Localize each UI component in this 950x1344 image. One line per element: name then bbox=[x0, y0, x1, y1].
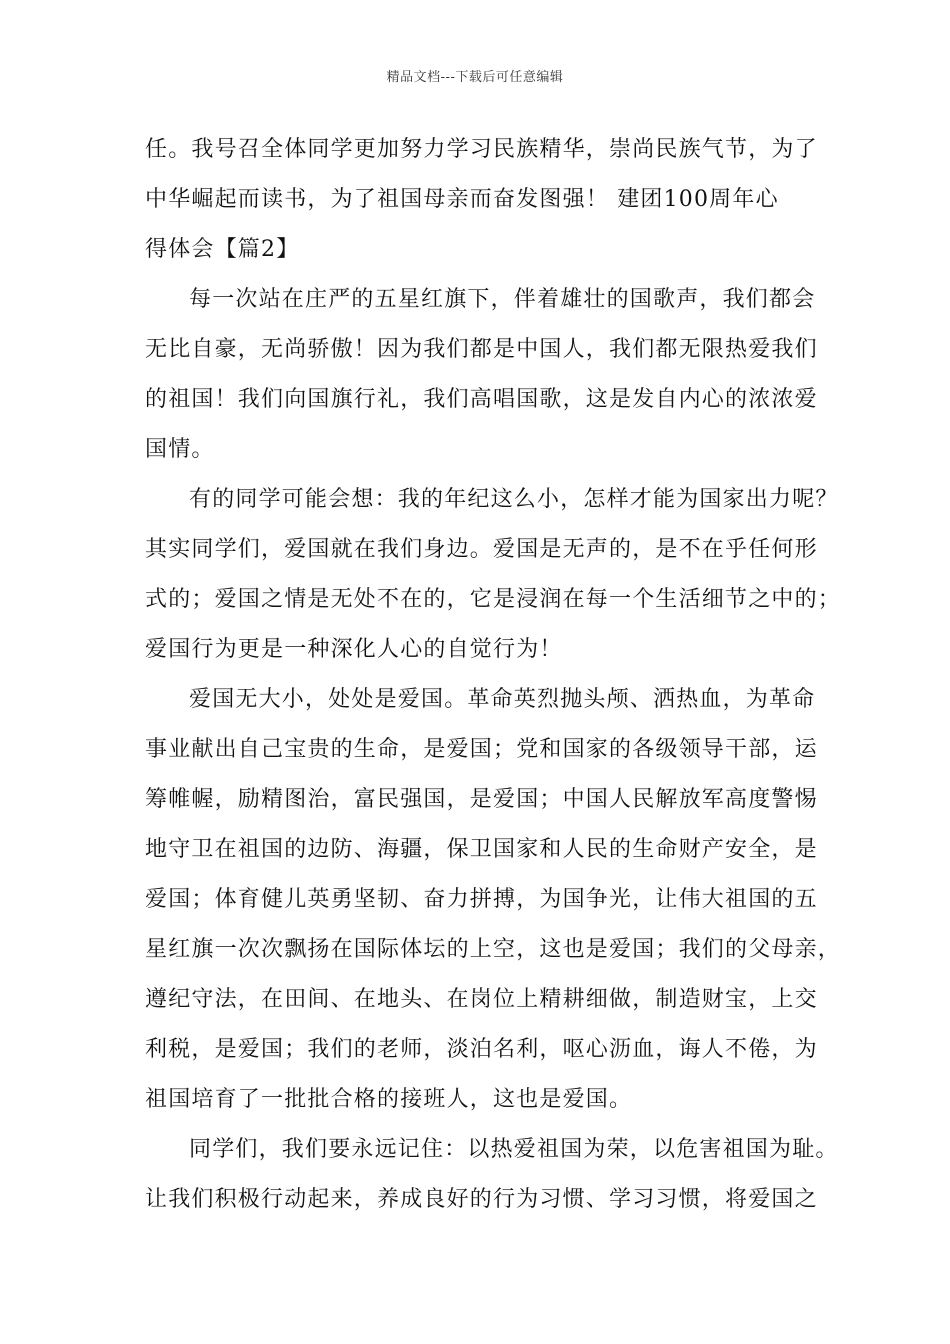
text-line: 事业献出自己宝贵的生命，是爱国；党和国家的各级领导干部，运 bbox=[145, 737, 818, 762]
text-line: 筹帷幄，励精图治，富民强国，是爱国；中国人民解放军高度警惕 bbox=[145, 787, 818, 812]
text-line: 爱国行为更是一种深化人心的自觉行为！ bbox=[145, 637, 563, 662]
paragraph-first-line: 爱国无大小，处处是爱国。革命英烈抛头颅、洒热血，为革命 bbox=[189, 687, 816, 712]
paragraph-first-line: 同学们，我们要永远记住：以热爱祖国为荣，以危害祖国为耻。 bbox=[189, 1137, 839, 1162]
paragraph-first-line: 有的同学可能会想：我的年纪这么小，怎样才能为国家出力呢？ bbox=[189, 487, 839, 512]
page-header: 精品文档---下载后可任意编辑 bbox=[386, 70, 564, 85]
text-line: 利税，是爱国；我们的老师，淡泊名利，呕心沥血，诲人不倦，为 bbox=[145, 1037, 818, 1062]
text-line: 国情。 bbox=[145, 437, 215, 462]
text-line: 爱国；体育健儿英勇坚韧、奋力拼搏，为国争光，让伟大祖国的五 bbox=[145, 887, 818, 912]
text-line: 式的；爱国之情是无处不在的，它是浸润在每一个生活细节之中的； bbox=[145, 587, 842, 612]
document-body bbox=[145, 125, 842, 1225]
text-line: 地守卫在祖国的边防、海疆，保卫国家和人民的生命财产安全，是 bbox=[145, 837, 818, 862]
text-line: 中华崛起而读书，为了祖国母亲而奋发图强！ 建团100周年心 bbox=[145, 187, 779, 212]
text-line: 的祖国！我们向国旗行礼，我们高唱国歌，这是发自内心的浓浓爱 bbox=[145, 387, 818, 412]
text-line: 得体会【篇2】 bbox=[145, 237, 300, 262]
text-line: 任。我号召全体同学更加努力学习民族精华，崇尚民族气节，为了 bbox=[145, 137, 818, 162]
text-line: 祖国培育了一批批合格的接班人，这也是爱国。 bbox=[145, 1087, 633, 1112]
text-line: 星红旗一次次飘扬在国际体坛的上空，这也是爱国；我们的父母亲， bbox=[145, 937, 842, 962]
text-line: 无比自豪，无尚骄傲！因为我们都是中国人，我们都无限热爱我们 bbox=[145, 337, 818, 362]
text-line: 其实同学们，爱国就在我们身边。爱国是无声的，是不在乎任何形 bbox=[145, 537, 818, 562]
text-line: 让我们积极行动起来，养成良好的行为习惯、学习习惯，将爱国之 bbox=[145, 1187, 818, 1212]
paragraph-first-line: 每一次站在庄严的五星红旗下，伴着雄壮的国歌声，我们都会 bbox=[189, 287, 816, 312]
text-line: 遵纪守法，在田间、在地头、在岗位上精耕细做，制造财宝，上交 bbox=[145, 987, 818, 1012]
